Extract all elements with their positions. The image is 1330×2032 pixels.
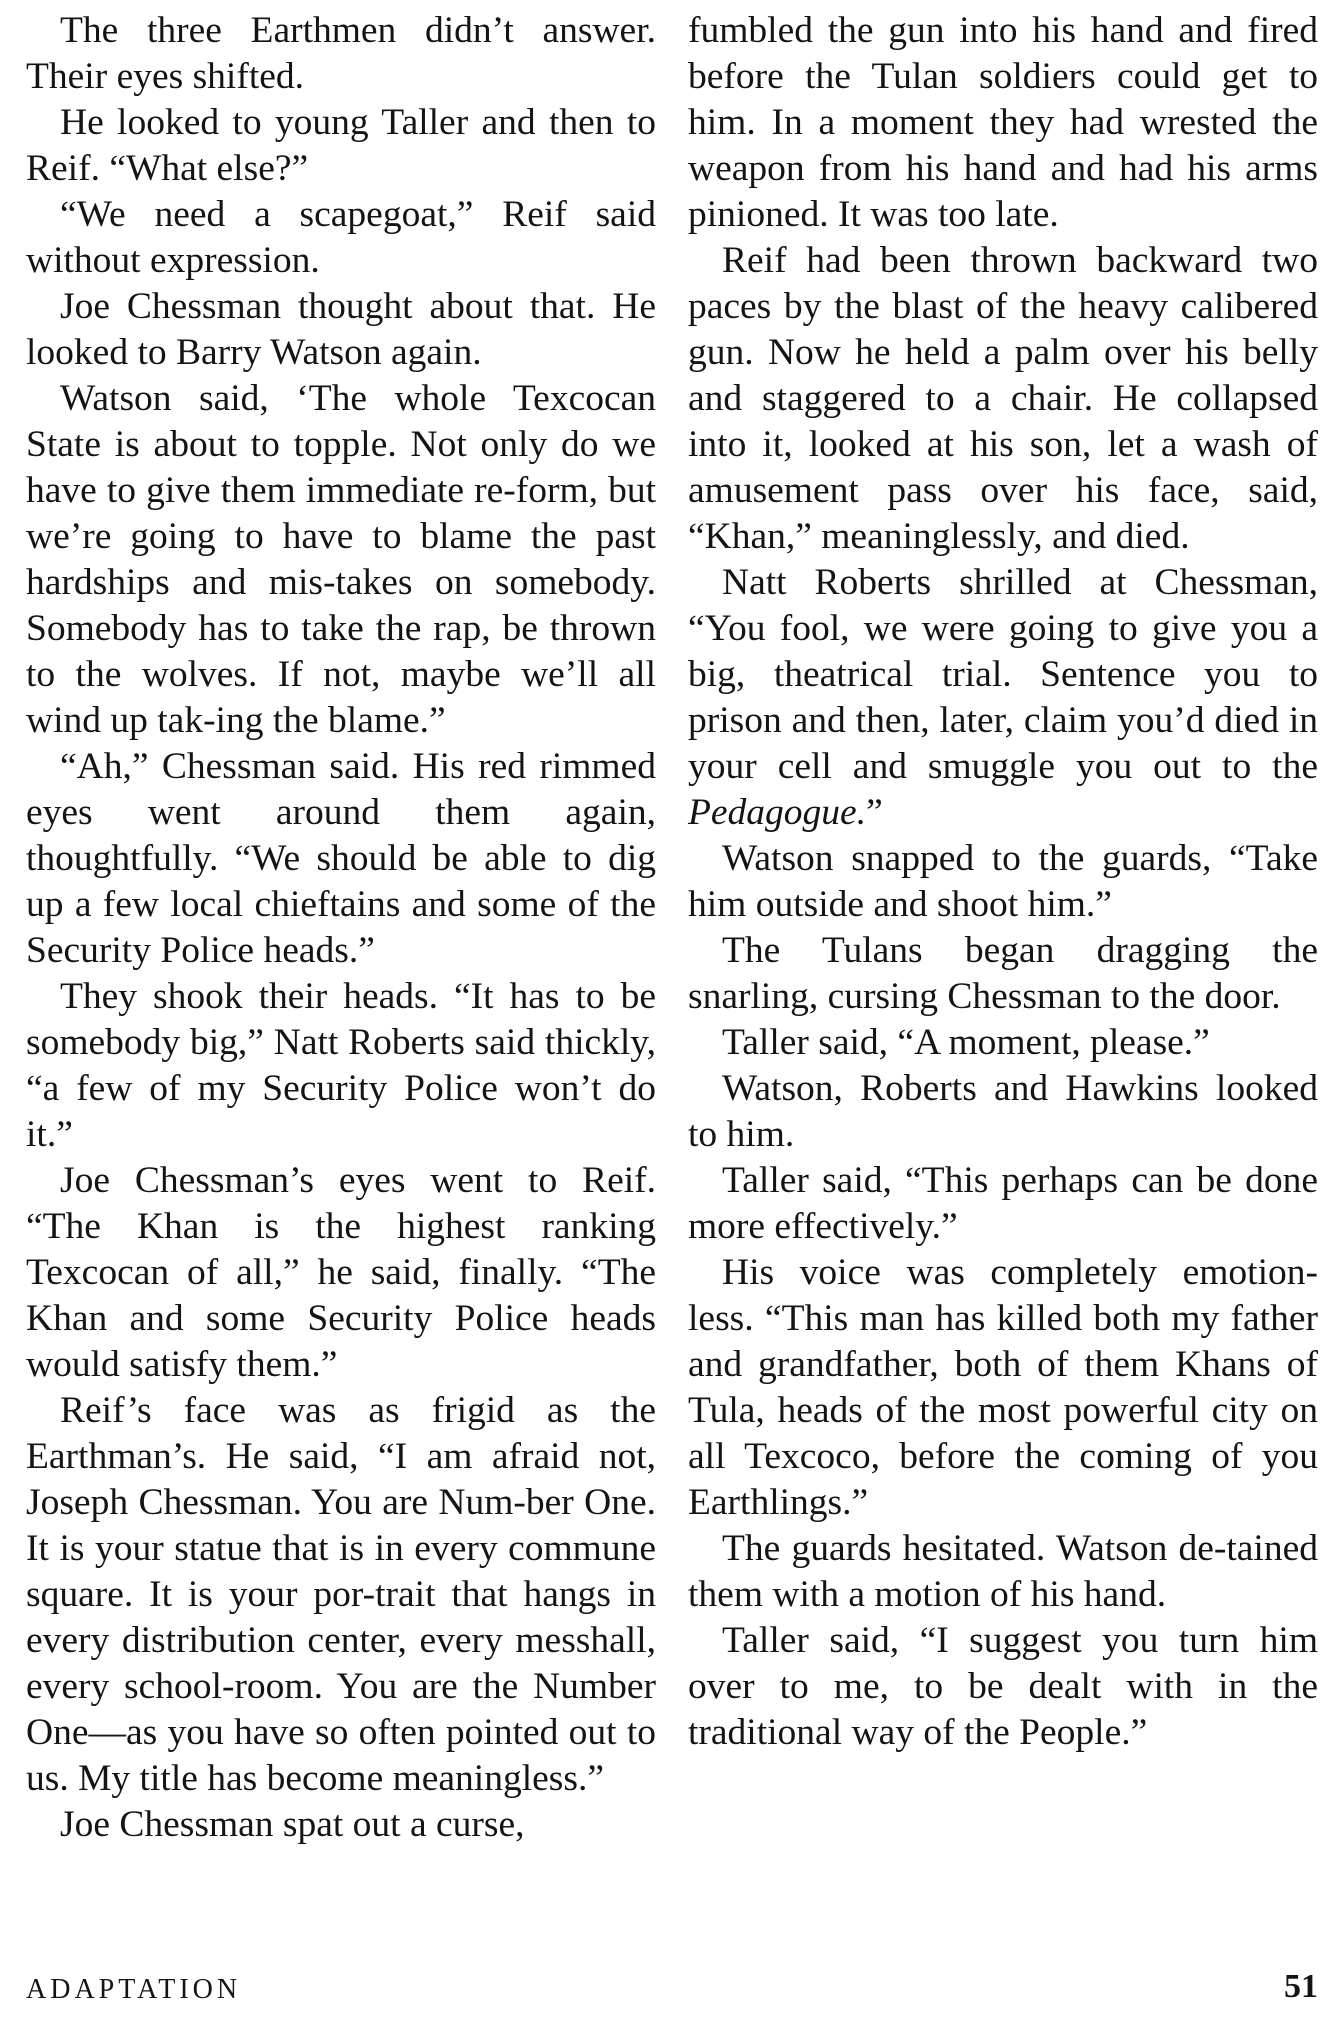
paragraph: Watson, Roberts and Hawkins looked to him. [688,1068,1318,1155]
paragraph: The Tulans began dragging the snarling, cursing Chessman to the door. [688,930,1318,1017]
paragraph: The guards hesitated. Watson de-tained them with a motion of his hand. [688,1528,1318,1615]
paragraph: Joe Chessman spat out a curse, [60,1804,525,1845]
paragraph: He looked to young Taller and then to Reif. “What else?” [26,102,656,189]
left-text-column [26,8,656,1848]
paragraph: His voice was completely emotion-less. “This man has killed both my father and grandfather, both of them Khans of Tula, heads of the most powerful city on all Texcoco, before the coming of you Earthlings.” [688,1252,1318,1523]
paragraph: Taller said, “I suggest you turn him over to me, to be dealt with in the traditional way of the People.” [688,1620,1318,1753]
running-head: ADAPTATION [26,1974,242,2005]
paragraph: Reif’s face was as frigid as the Earthman’s. He said, “I am afraid not, Joseph Chessman. You are Num-ber One. It is your statue that is in every commune square. It is your por-trait that hangs in every distribution center, every messhall, every school-room. You are the Number One—as you have so often pointed out to us. My title has become meaningless.” [26,1390,656,1799]
continued-paragraph: fumbled the gun into his hand and fired before the Tulan soldiers could get to him. In a moment they had wrested the weapon from his hand and had his arms pinioned. It was too late. [688,10,1318,235]
paragraph: “We need a scapegoat,” Reif said without expression. [26,194,656,281]
right-text-column [688,8,1318,1756]
paragraph: “Ah,” Chessman said. His red rimmed eyes went around them again, thoughtfully. “We should be able to dig up a few local chieftains and some of the Security Police heads.” [26,746,656,971]
closing-quote: ” [866,792,883,833]
paragraph: Joe Chessman’s eyes went to Reif. “The Khan is the highest ranking Texcocan of all,” he said, finally. “The Khan and some Security Police heads would satisfy them.” [26,1160,656,1385]
paragraph: Reif had been thrown backward two paces by the blast of the heavy calibered gun. Now he held a palm over his belly and staggered to a chair. He collapsed into it, looked at his son, let a wash of amusement pass over his face, said, “Khan,” meaninglessly, and died. [688,240,1318,557]
page-footer [26,1968,1318,2016]
paragraph: Joe Chessman thought about that. He looked to Barry Watson again. [26,286,656,373]
paragraph: Watson said, ‘The whole Texcocan State is about to topple. Not only do we have to give them immediate re-form, but we’re going to have to blame the past hardships and mis-takes on somebody. Somebody has to take the rap, be thrown to the wolves. If not, maybe we’ll all wind up tak-ing the blame.” [26,378,656,741]
paragraph: The three Earthmen didn’t answer. Their eyes shifted. [26,10,656,97]
paragraph-with-ship-name [688,560,1318,836]
page-number: 51 [1284,1968,1318,2005]
paragraph: Watson snapped to the guards, “Take him outside and shoot him.” [688,838,1318,925]
paragraph: They shook their heads. “It has to be somebody big,” Natt Roberts said thickly, “a few of my Security Police won’t do it.” [26,976,656,1155]
paragraph-text: Natt Roberts shrilled at Chessman, “You fool, we were going to give you a big, theatrical trial. Sentence you to prison and then, later, claim you’d died in your cell and smuggle you out to the [688,562,1318,787]
ship-name: Pedagogue. [688,792,867,833]
paragraph: Taller said, “A moment, please.” [722,1022,1210,1063]
paragraph: Taller said, “This perhaps can be done more effectively.” [688,1160,1318,1247]
